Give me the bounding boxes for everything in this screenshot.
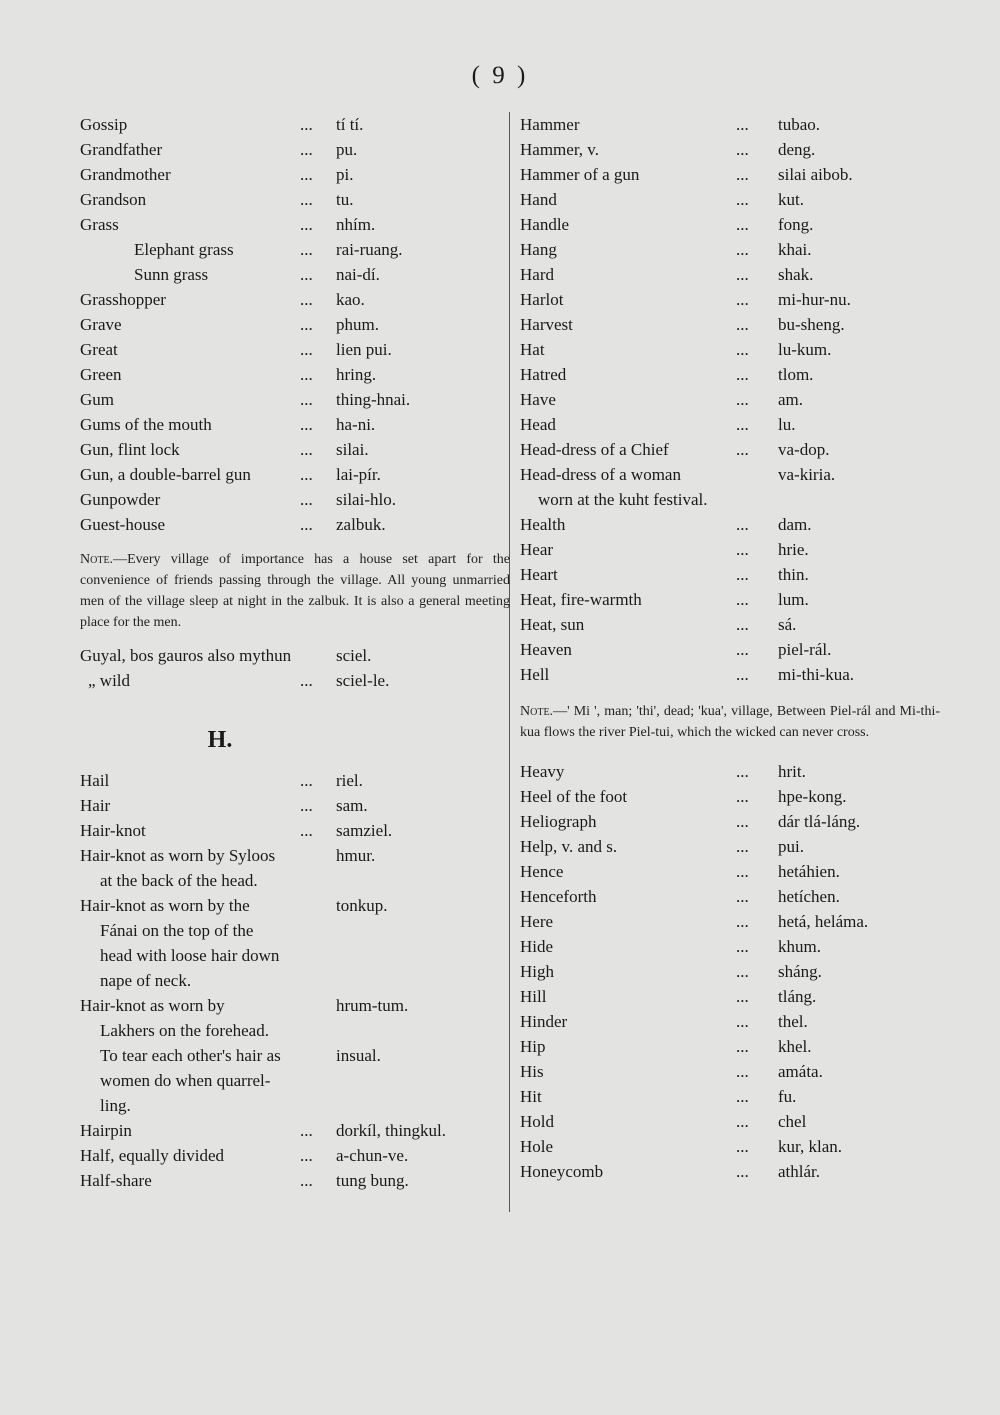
- leader-dots: ...: [736, 962, 749, 981]
- entry-definition: rai-ruang.: [336, 240, 403, 259]
- entry-row: [520, 1159, 940, 1184]
- entry-definition: va-dop.: [778, 440, 830, 459]
- entry-row: [520, 612, 940, 637]
- leader-dots: ...: [736, 937, 749, 956]
- entry-term: Honeycomb: [520, 1162, 604, 1181]
- leader-dots: ...: [736, 887, 749, 906]
- leader-dots: ...: [300, 365, 313, 384]
- entry-row: [520, 959, 940, 984]
- entry-definition: pu.: [336, 140, 358, 159]
- entry-row: [520, 137, 940, 162]
- entry-term: Gunpowder: [80, 490, 161, 509]
- entry-term: Hear: [520, 540, 554, 559]
- note-text: —' Mi ', man; 'thi', dead; 'kua', village, Between Piel-rál and Mi-thi-kua flows the river Piel-tui, which the wicked can never cross.: [520, 704, 940, 740]
- leader-dots: ...: [300, 821, 313, 840]
- entry-term: Gum: [80, 390, 114, 409]
- entry-row: [80, 643, 510, 668]
- entry-term: Gossip: [80, 115, 128, 134]
- entry-definition: hpe-kong.: [778, 787, 847, 806]
- entry-list: [80, 112, 510, 537]
- note-text: —Every village of importance has a house set apart for the convenience of friends passing through the village. All young unmarried men of the village sleep at night in the zalbuk. It is also a general meeting place for the men.: [80, 552, 510, 630]
- entry-row: [520, 512, 940, 537]
- entry-term: Hand: [520, 190, 557, 209]
- entry-row: [80, 487, 510, 512]
- entry-term-continuation: Fánai on the top of the: [100, 921, 254, 940]
- entry-row: [80, 768, 510, 793]
- entry-definition: thel.: [778, 1012, 808, 1031]
- entry-row: [520, 362, 940, 387]
- entry-term: Half, equally divided: [80, 1146, 224, 1165]
- entry-row: [80, 187, 510, 212]
- entry-row: [520, 387, 940, 412]
- entry-term: Guest-house: [80, 515, 165, 534]
- entry-term: Hammer: [520, 115, 580, 134]
- entry-term: Hide: [520, 937, 554, 956]
- entry-definition: hetíchen.: [778, 887, 840, 906]
- entry-term: Hair-knot: [80, 821, 146, 840]
- section-heading: H.: [207, 727, 233, 753]
- leader-dots: ...: [300, 140, 313, 159]
- entry-term: Hill: [520, 987, 547, 1006]
- entry-row: [520, 1084, 940, 1109]
- entry-term: Hang: [520, 240, 557, 259]
- entry-definition: kao.: [336, 290, 365, 309]
- entry-definition: deng.: [778, 140, 816, 159]
- entry-definition: sam.: [336, 796, 368, 815]
- entry-term: Great: [80, 340, 118, 359]
- entry-row: [80, 237, 510, 262]
- leader-dots: ...: [736, 215, 749, 234]
- entry-definition: thin.: [778, 565, 809, 584]
- entry-row: [80, 212, 510, 237]
- entry-definition: silai aibob.: [778, 165, 853, 184]
- entry-definition: silai.: [336, 440, 369, 459]
- entry-row: [520, 212, 940, 237]
- entry-definition: tlom.: [778, 365, 814, 384]
- entry-row: [520, 934, 940, 959]
- entry-row: [80, 312, 510, 337]
- entry-row: [80, 993, 510, 1043]
- entry-term: Gums of the mouth: [80, 415, 212, 434]
- entry-term: Grave: [80, 315, 122, 334]
- entry-definition: kut.: [778, 190, 804, 209]
- entry-term: Half-share: [80, 1171, 152, 1190]
- entry-row: [520, 1134, 940, 1159]
- entry-term: Heaven: [520, 640, 572, 659]
- entry-term: Sunn grass: [134, 265, 209, 284]
- entry-term: Heel of the foot: [520, 787, 628, 806]
- entry-term-continuation: nape of neck.: [100, 971, 192, 990]
- entry-term: Heavy: [520, 762, 565, 781]
- entry-term: Grandson: [80, 190, 147, 209]
- entry-term: Hit: [520, 1087, 542, 1106]
- leader-dots: ...: [300, 390, 313, 409]
- leader-dots: ...: [736, 837, 749, 856]
- entry-term: Hatred: [520, 365, 567, 384]
- entry-row: [80, 893, 510, 993]
- entry-definition: pui.: [778, 837, 804, 856]
- leader-dots: ...: [300, 340, 313, 359]
- entry-definition: chel: [778, 1112, 807, 1131]
- entry-row: [520, 784, 940, 809]
- leader-dots: ...: [300, 771, 313, 790]
- entry-term: Hair-knot as worn by Syloos: [80, 846, 276, 865]
- entry-definition: khel.: [778, 1037, 812, 1056]
- entry-row: [80, 287, 510, 312]
- leader-dots: ...: [736, 1062, 749, 1081]
- entry-row: [80, 112, 510, 137]
- entry-term: Heliograph: [520, 812, 597, 831]
- entry-term: Elephant grass: [134, 240, 234, 259]
- note-paragraph: [520, 701, 940, 743]
- leader-dots: ...: [300, 415, 313, 434]
- entry-definition: athlár.: [778, 1162, 821, 1181]
- leader-dots: ...: [736, 1137, 749, 1156]
- entry-definition: am.: [778, 390, 804, 409]
- entry-row: [80, 1143, 510, 1168]
- entry-definition: sháng.: [778, 962, 822, 981]
- entry-row: [520, 984, 940, 1009]
- entry-definition: mi-hur-nu.: [778, 290, 851, 309]
- entry-term: Hair-knot as worn by the: [80, 896, 250, 915]
- leader-dots: ...: [300, 265, 313, 284]
- entry-definition: insual.: [336, 1046, 381, 1065]
- leader-dots: ...: [300, 1121, 313, 1140]
- entry-row: [520, 237, 940, 262]
- entry-definition: hetá, heláma.: [778, 912, 869, 931]
- entry-definition: hring.: [336, 365, 377, 384]
- entry-row: [520, 859, 940, 884]
- entry-term: Hail: [80, 771, 110, 790]
- leader-dots: ...: [736, 1087, 749, 1106]
- page-number: ( 9 ): [471, 62, 529, 89]
- entry-row: [520, 187, 940, 212]
- leader-dots: ...: [736, 565, 749, 584]
- entry-row: [80, 462, 510, 487]
- leader-dots: ...: [736, 1162, 749, 1181]
- entry-row: [80, 1043, 510, 1118]
- entry-term: Hip: [520, 1037, 546, 1056]
- entry-definition: dam.: [778, 515, 812, 534]
- entry-row: [520, 312, 940, 337]
- left-column: [80, 112, 510, 1193]
- entry-term-continuation: Lakhers on the forehead.: [100, 1021, 269, 1040]
- entry-term: Hold: [520, 1112, 554, 1131]
- entry-definition: tláng.: [778, 987, 817, 1006]
- entry-definition: a-chun-ve.: [336, 1146, 409, 1165]
- leader-dots: ...: [300, 515, 313, 534]
- entry-term: Gun, flint lock: [80, 440, 180, 459]
- leader-dots: ...: [736, 787, 749, 806]
- entry-row: [80, 1168, 510, 1193]
- entry-term: Here: [520, 912, 554, 931]
- entry-definition: sciel.: [336, 646, 372, 665]
- leader-dots: ...: [300, 796, 313, 815]
- entry-term: Hair: [80, 796, 111, 815]
- entry-definition: nhím.: [336, 215, 376, 234]
- entry-term: Head: [520, 415, 556, 434]
- entry-term: Grandmother: [80, 165, 171, 184]
- leader-dots: ...: [300, 165, 313, 184]
- leader-dots: ...: [736, 115, 749, 134]
- entry-definition: tí tí.: [336, 115, 364, 134]
- leader-dots: ...: [736, 165, 749, 184]
- leader-dots: ...: [736, 240, 749, 259]
- entry-definition: piel-rál.: [778, 640, 832, 659]
- entry-definition: tu.: [336, 190, 354, 209]
- entry-term: His: [520, 1062, 544, 1081]
- entry-definition: tung bung.: [336, 1171, 409, 1190]
- entry-term: Grass: [80, 215, 119, 234]
- entry-row: [520, 1009, 940, 1034]
- entry-definition: samziel.: [336, 821, 393, 840]
- leader-dots: ...: [736, 290, 749, 309]
- entry-term: Grandfather: [80, 140, 163, 159]
- entry-definition: lien pui.: [336, 340, 392, 359]
- entry-term-continuation: at the back of the head.: [100, 871, 258, 890]
- leader-dots: ...: [300, 440, 313, 459]
- entry-definition: shak.: [778, 265, 814, 284]
- entry-term: Harlot: [520, 290, 564, 309]
- leader-dots: ...: [736, 365, 749, 384]
- entry-row: [520, 162, 940, 187]
- leader-dots: ...: [736, 862, 749, 881]
- entry-definition: mi-thi-kua.: [778, 665, 855, 684]
- entry-row: [520, 834, 940, 859]
- leader-dots: ...: [736, 812, 749, 831]
- entry-row: [80, 793, 510, 818]
- entry-term: Hat: [520, 340, 545, 359]
- entry-row: [520, 262, 940, 287]
- leader-dots: ...: [736, 1012, 749, 1031]
- entry-term: Green: [80, 365, 122, 384]
- leader-dots: ...: [736, 340, 749, 359]
- leader-dots: ...: [300, 1171, 313, 1190]
- entry-row: [520, 1059, 940, 1084]
- entry-definition: hrie.: [778, 540, 809, 559]
- entry-term: Hole: [520, 1137, 554, 1156]
- note-paragraph: [80, 549, 510, 633]
- entry-row: [520, 287, 940, 312]
- entry-definition: thing-hnai.: [336, 390, 411, 409]
- entry-definition: lum.: [778, 590, 809, 609]
- entry-term-continuation: worn at the kuht festival.: [538, 490, 708, 509]
- entry-term: Heart: [520, 565, 558, 584]
- entry-definition: hrum-tum.: [336, 996, 409, 1015]
- entry-term: Have: [520, 390, 556, 409]
- entry-definition: zalbuk.: [336, 515, 386, 534]
- leader-dots: ...: [736, 390, 749, 409]
- entry-term: Health: [520, 515, 566, 534]
- entry-term: Guyal, bos gauros also mythun: [80, 646, 292, 665]
- leader-dots: ...: [300, 490, 313, 509]
- entry-row: [80, 262, 510, 287]
- entry-term: Hammer of a gun: [520, 165, 640, 184]
- entry-definition: va-kiria.: [778, 465, 836, 484]
- entry-definition: sá.: [778, 615, 797, 634]
- leader-dots: ...: [300, 240, 313, 259]
- entry-row: [80, 437, 510, 462]
- entry-row: [520, 337, 940, 362]
- entry-definition: nai-dí.: [336, 265, 380, 284]
- leader-dots: ...: [300, 671, 313, 690]
- leader-dots: ...: [736, 762, 749, 781]
- entry-row: [520, 462, 940, 512]
- right-column: [520, 112, 940, 1184]
- entry-term: Hairpin: [80, 1121, 132, 1140]
- entry-row: [80, 843, 510, 893]
- leader-dots: ...: [736, 665, 749, 684]
- entry-row: [520, 1109, 940, 1134]
- leader-dots: ...: [736, 640, 749, 659]
- leader-dots: ...: [736, 912, 749, 931]
- entry-definition: amáta.: [778, 1062, 823, 1081]
- entry-term: Harvest: [520, 315, 573, 334]
- entry-term-continuation: ling.: [100, 1096, 131, 1115]
- leader-dots: ...: [300, 215, 313, 234]
- entry-term: Head-dress of a Chief: [520, 440, 669, 459]
- entry-term-continuation: head with loose hair down: [100, 946, 280, 965]
- leader-dots: ...: [736, 265, 749, 284]
- entry-term: Head-dress of a woman: [520, 465, 681, 484]
- entry-row: [80, 137, 510, 162]
- entry-term: High: [520, 962, 554, 981]
- leader-dots: ...: [300, 465, 313, 484]
- entry-term: To tear each other's hair as: [100, 1046, 281, 1065]
- entry-definition: fu.: [778, 1087, 797, 1106]
- entry-definition: tubao.: [778, 115, 821, 134]
- entry-row: [80, 1118, 510, 1143]
- leader-dots: ...: [736, 615, 749, 634]
- entry-row: [80, 512, 510, 537]
- leader-dots: ...: [736, 1112, 749, 1131]
- entry-row: [520, 437, 940, 462]
- entry-definition: tonkup.: [336, 896, 388, 915]
- entry-row: [80, 362, 510, 387]
- entry-term: Heat, fire-warmth: [520, 590, 642, 609]
- entry-row: [520, 1034, 940, 1059]
- entry-definition: pi.: [336, 165, 354, 184]
- entry-term: Hair-knot as worn by: [80, 996, 225, 1015]
- leader-dots: ...: [300, 190, 313, 209]
- entry-row: [80, 337, 510, 362]
- entry-definition: riel.: [336, 771, 363, 790]
- leader-dots: ...: [736, 190, 749, 209]
- entry-row: [80, 162, 510, 187]
- leader-dots: ...: [736, 540, 749, 559]
- entry-row: [80, 668, 510, 693]
- entry-row: [520, 112, 940, 137]
- entry-definition: silai-hlo.: [336, 490, 396, 509]
- leader-dots: ...: [736, 590, 749, 609]
- entry-term: Hammer, v.: [520, 140, 599, 159]
- entry-term: Henceforth: [520, 887, 597, 906]
- entry-definition: sciel-le.: [336, 671, 390, 690]
- entry-definition: fong.: [778, 215, 814, 234]
- leader-dots: ...: [300, 290, 313, 309]
- entry-term: Hinder: [520, 1012, 568, 1031]
- leader-dots: ...: [736, 315, 749, 334]
- entry-row: [520, 412, 940, 437]
- entry-row: [520, 809, 940, 834]
- entry-row: [520, 562, 940, 587]
- entry-term: Help, v. and s.: [520, 837, 618, 856]
- entry-definition: dorkíl, thingkul.: [336, 1121, 447, 1140]
- leader-dots: ...: [736, 440, 749, 459]
- entry-definition: ha-ni.: [336, 415, 376, 434]
- entry-row: [80, 818, 510, 843]
- entry-row: [520, 662, 940, 687]
- entry-term: Hence: [520, 862, 564, 881]
- entry-definition: khai.: [778, 240, 812, 259]
- leader-dots: ...: [736, 515, 749, 534]
- entry-row: [80, 387, 510, 412]
- entry-definition: dár tlá-láng.: [778, 812, 861, 831]
- entry-term: Hard: [520, 265, 554, 284]
- leader-dots: ...: [736, 415, 749, 434]
- leader-dots: ...: [300, 315, 313, 334]
- entry-term: Hell: [520, 665, 550, 684]
- entry-row: [80, 412, 510, 437]
- entry-row: [520, 587, 940, 612]
- entry-definition: hmur.: [336, 846, 376, 865]
- entry-term: Grasshopper: [80, 290, 166, 309]
- leader-dots: ...: [300, 1146, 313, 1165]
- leader-dots: ...: [300, 115, 313, 134]
- entry-term: „ wild: [88, 671, 131, 690]
- note-label: Note.: [80, 552, 114, 567]
- entry-definition: hetáhien.: [778, 862, 840, 881]
- note-label: Note.: [520, 704, 554, 719]
- entry-definition: lu-kum.: [778, 340, 832, 359]
- entry-row: [520, 759, 940, 784]
- entry-definition: bu-sheng.: [778, 315, 845, 334]
- entry-definition: kur, klan.: [778, 1137, 842, 1156]
- entry-row: [520, 537, 940, 562]
- entry-term: Gun, a double-barrel gun: [80, 465, 251, 484]
- entry-definition: khum.: [778, 937, 821, 956]
- entry-row: [520, 884, 940, 909]
- entry-definition: lu.: [778, 415, 796, 434]
- leader-dots: ...: [736, 1037, 749, 1056]
- entry-definition: phum.: [336, 315, 379, 334]
- entry-term: Heat, sun: [520, 615, 585, 634]
- entry-row: [520, 637, 940, 662]
- entry-definition: hrit.: [778, 762, 806, 781]
- leader-dots: ...: [736, 140, 749, 159]
- entry-term: Handle: [520, 215, 570, 234]
- entry-term-continuation: women do when quarrel-: [100, 1071, 271, 1090]
- entry-definition: lai-pír.: [336, 465, 381, 484]
- leader-dots: ...: [736, 987, 749, 1006]
- entry-row: [520, 909, 940, 934]
